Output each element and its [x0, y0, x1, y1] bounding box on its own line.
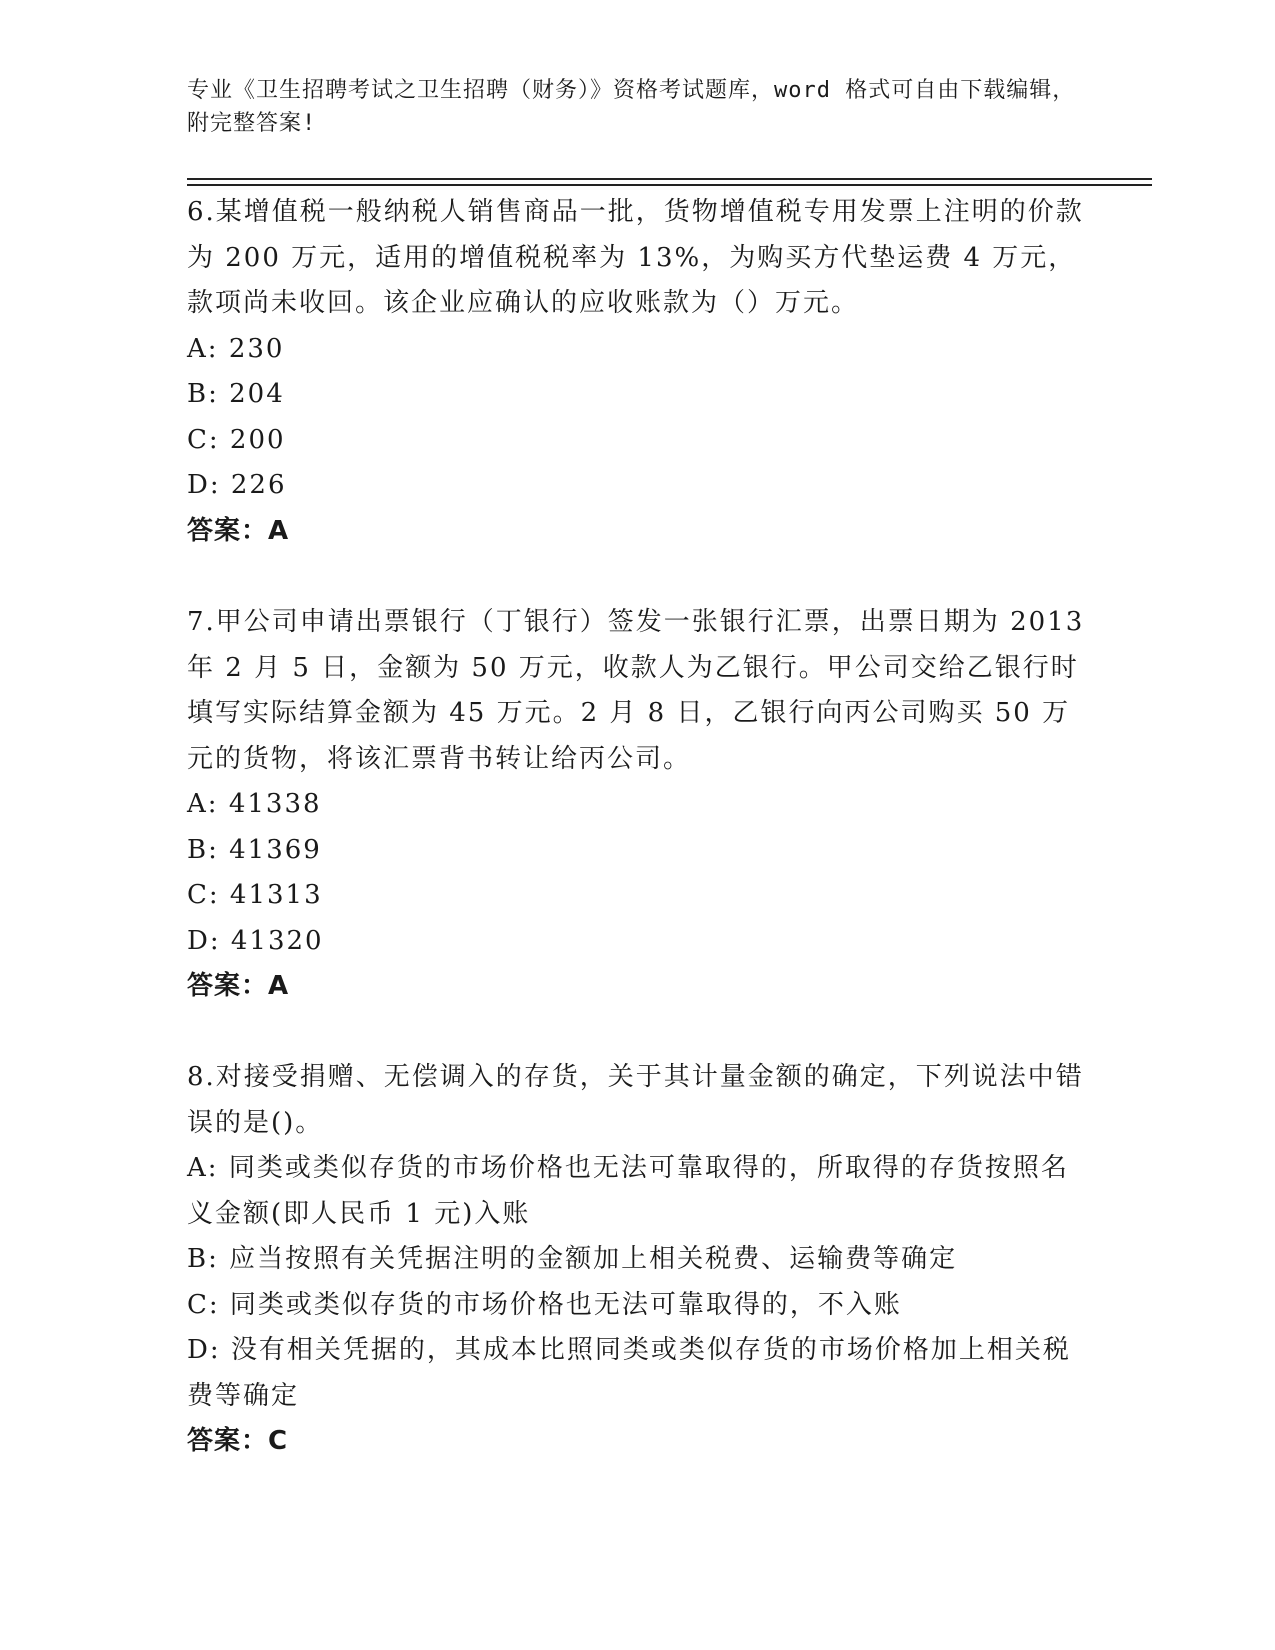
- option-text: 应当按照有关凭据注明的金额加上相关税费、运输费等确定: [229, 1244, 958, 1274]
- option-c: [187, 418, 1087, 464]
- question-stem: 7.甲公司申请出票银行（丁银行）签发一张银行汇票，出票日期为 2013 年 2 月 5 日，金额为 50 万元，收款人为乙银行。甲公司交给乙银行时填写实际结算金额为 45 万元。2 月 8 日，乙银行向丙公司购买 50 万元的货物，将该汇票背书转让给丙公司。: [187, 607, 1085, 774]
- option-d: [187, 463, 1087, 509]
- option-d: [187, 919, 1087, 965]
- option-key: C:: [187, 1289, 220, 1320]
- answer-label: 答案：A: [187, 971, 290, 1001]
- question-stem: 8.对接受捐赠、无偿调入的存货，关于其计量金额的确定，下列说法中错误的是()。: [187, 1062, 1084, 1138]
- option-text: 41320: [230, 925, 324, 956]
- header-divider-top: [187, 178, 1152, 180]
- option-key: C:: [187, 880, 220, 910]
- option-text: 204: [229, 379, 285, 409]
- document-header: 专业《卫生招聘考试之卫生招聘（财务）》资格考试题库，word 格式可自由下载编辑，附完整答案!: [187, 78, 1076, 136]
- option-b: [187, 828, 1087, 874]
- option-c: [187, 873, 1087, 919]
- option-key: D:: [187, 470, 221, 500]
- option-a: [187, 327, 1087, 373]
- option-text: 41369: [229, 834, 322, 865]
- question-8: [187, 1055, 1087, 1465]
- option-text: 200: [229, 424, 286, 455]
- option-key: A:: [187, 333, 219, 364]
- option-text: 230: [228, 333, 285, 364]
- option-text: 同类或类似存货的市场价格也无法可靠取得的，所取得的存货按照名义金额(即人民币 1 元)入账: [187, 1153, 1069, 1229]
- option-key: D:: [187, 1335, 221, 1365]
- option-a: [187, 782, 1087, 828]
- option-text: 没有相关凭据的，其成本比照同类或类似存货的市场价格加上相关税费等确定: [187, 1335, 1071, 1411]
- option-a: [187, 1146, 1087, 1237]
- question-7: [187, 600, 1087, 1010]
- option-d: [187, 1328, 1087, 1419]
- answer-label: 答案：C: [187, 1426, 289, 1456]
- option-b: [187, 1237, 1087, 1283]
- option-key: A:: [187, 789, 219, 819]
- option-key: B:: [187, 1244, 219, 1274]
- question-6: [187, 190, 1087, 554]
- option-key: D:: [187, 925, 221, 956]
- option-key: B:: [187, 379, 219, 409]
- answer-label: 答案：A: [187, 515, 290, 546]
- option-text: 同类或类似存货的市场价格也无法可靠取得的，不入账: [229, 1289, 902, 1320]
- option-text: 226: [230, 470, 287, 500]
- header-divider-bottom: [187, 184, 1152, 186]
- option-key: A:: [187, 1153, 219, 1183]
- option-text: 41313: [229, 880, 323, 910]
- option-key: B:: [187, 834, 219, 865]
- option-key: C:: [187, 424, 220, 455]
- option-c: [187, 1283, 1087, 1329]
- option-text: 41338: [228, 789, 322, 819]
- question-stem: 6.某增值税一般纳税人销售商品一批，货物增值税专用发票上注明的价款为 200 万元，适用的增值税税率为 13%，为购买方代垫运费 4 万元，款项尚未收回。该企业应确认的应收账款为（）万元。: [187, 197, 1084, 318]
- option-b: [187, 372, 1087, 418]
